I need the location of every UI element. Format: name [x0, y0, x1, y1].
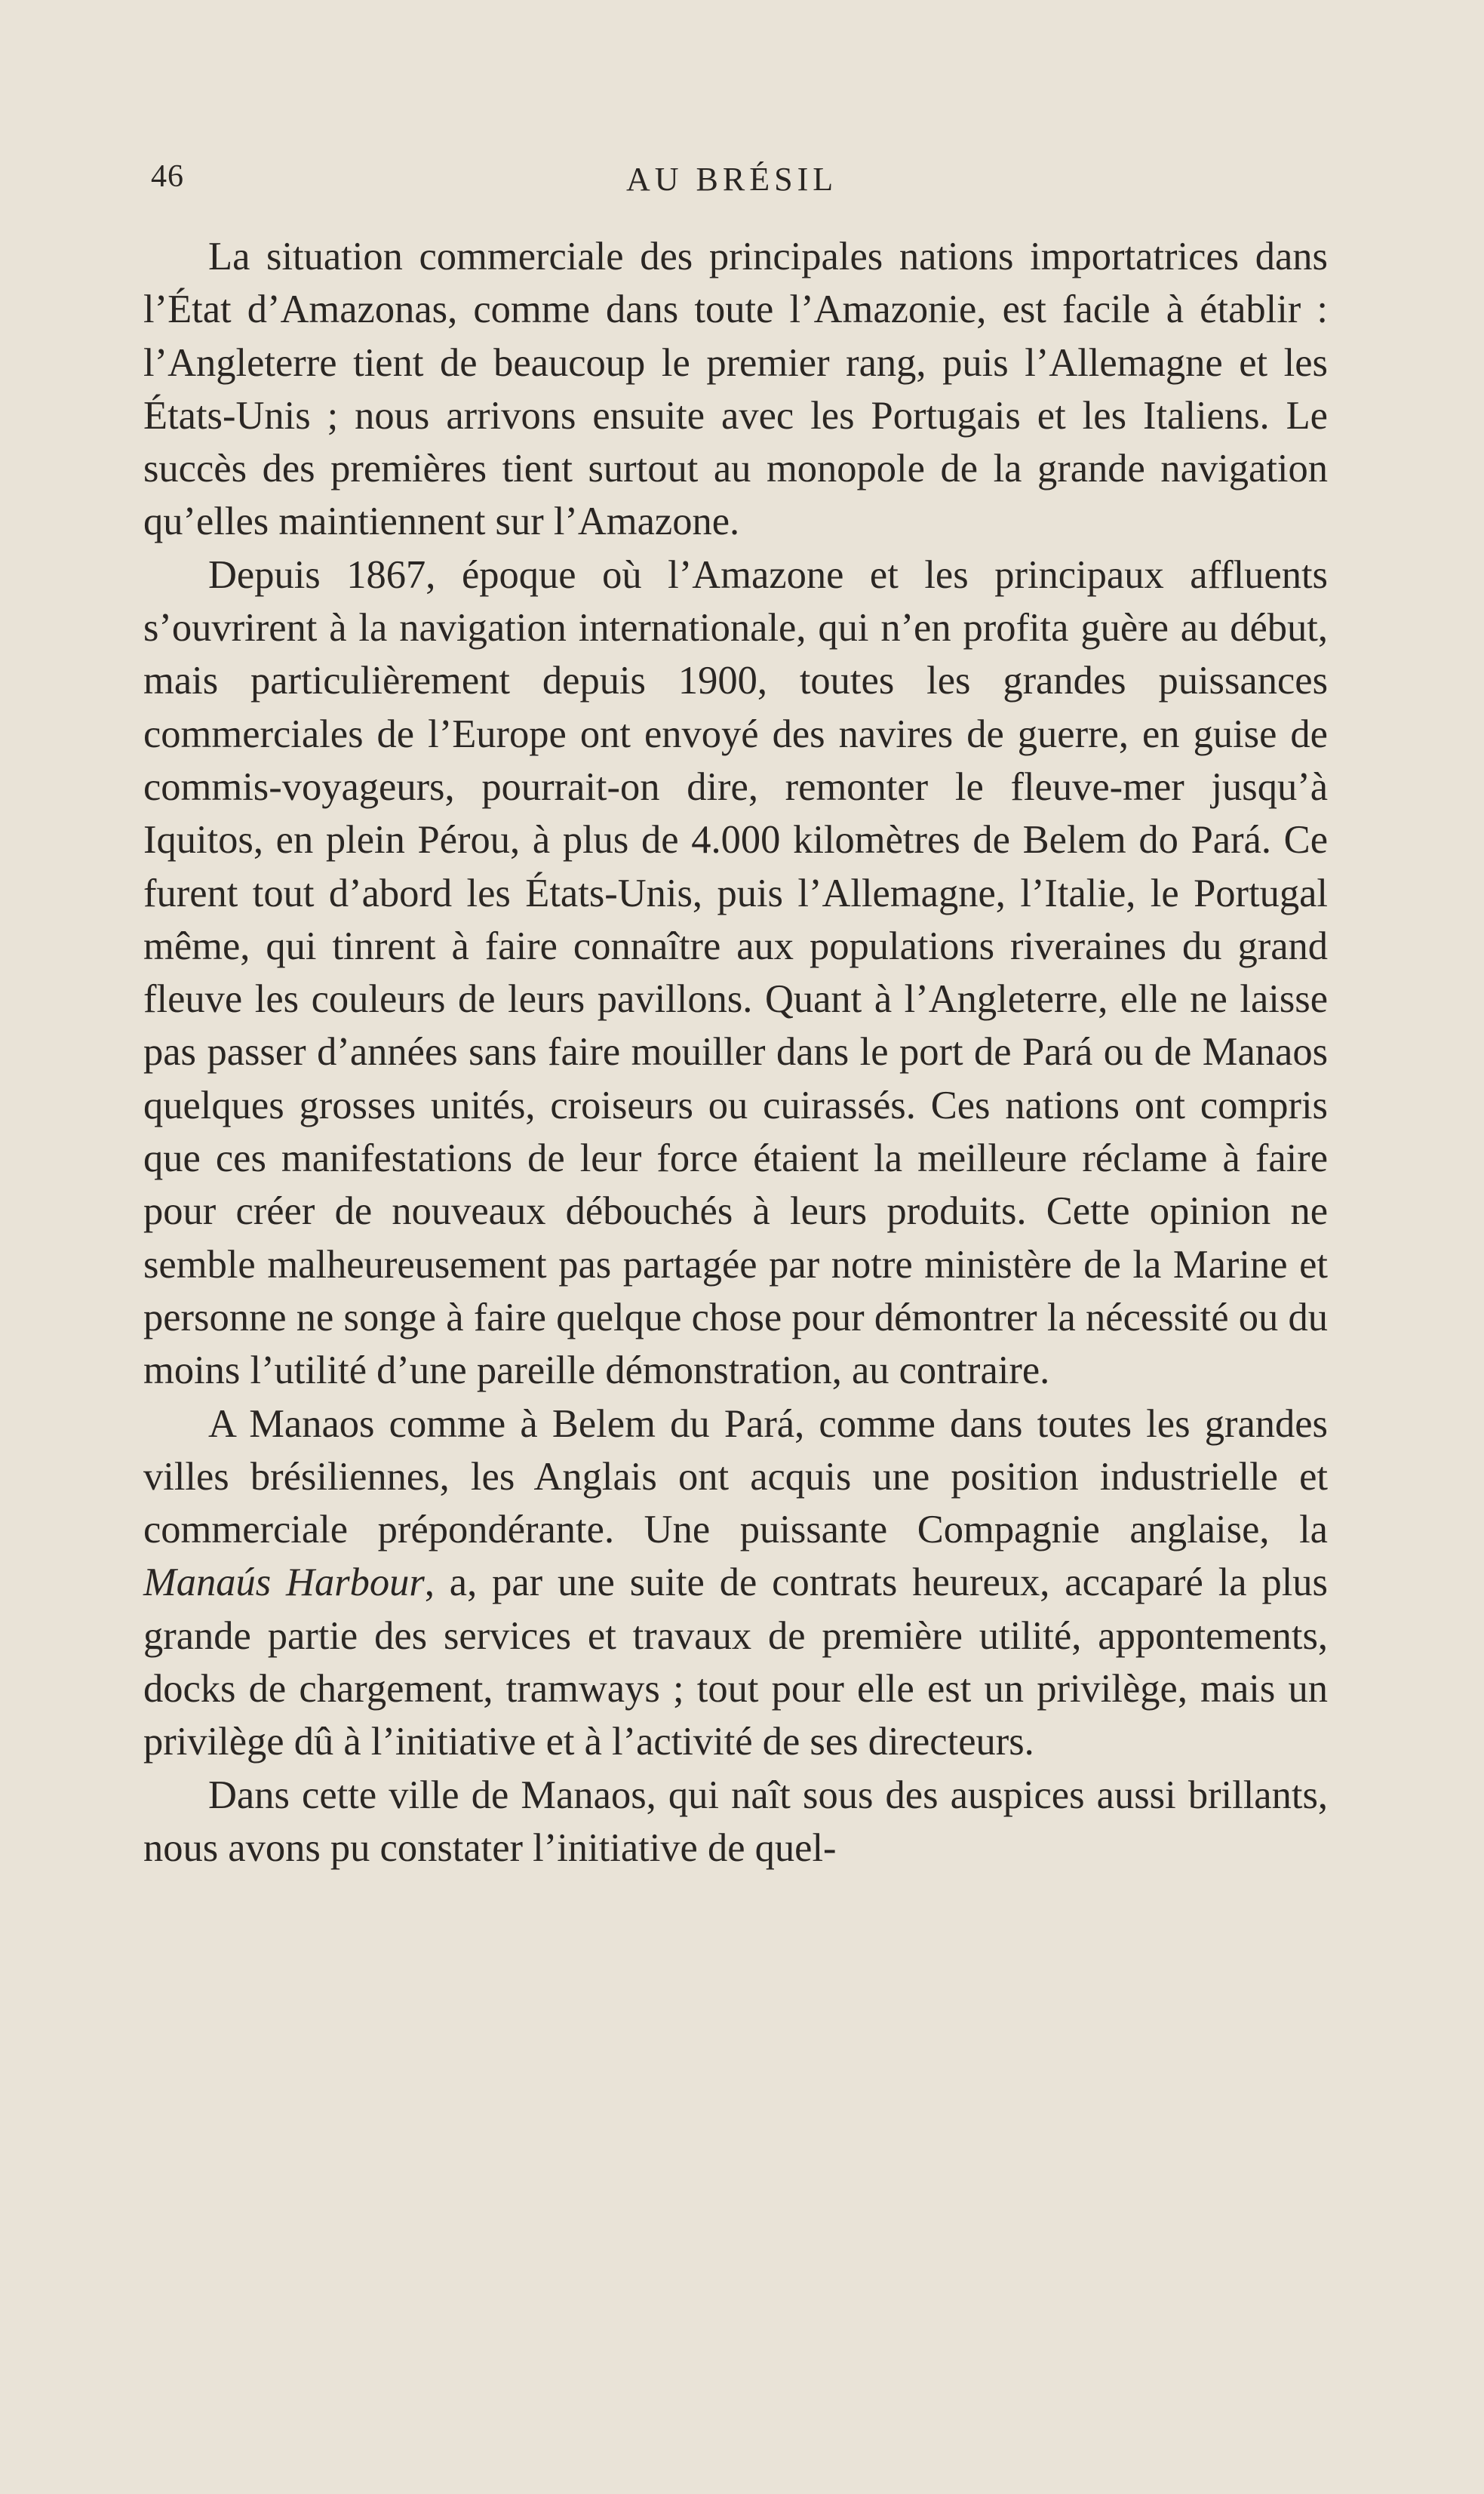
running-title: AU BRÉSIL: [626, 161, 838, 198]
body-text: [143, 230, 1328, 1874]
paragraph-2: Depuis 1867, époque où l’Amazone et les principaux affluents s’ouvrirent à la navigation internationale, qui n’en profita guère au début, mais particulièrement depuis 1900, toutes les grandes puissances commerciales de l’Europe ont envoyé des navires de guerre, en guise de commis-voyageurs, pourrait-on dire, remonter le fleuve-mer jusqu’à Iquitos, en plein Pérou, à plus de 4.000 kilomètres de Belem do Pará. Ce furent tout d’abord les États-Unis, puis l’Allemagne, l’Italie, le Portugal même, qui tinrent à faire connaître aux populations riveraines du grand fleuve les couleurs de leurs pavillons. Quant à l’Angleterre, elle ne laisse pas passer d’années sans faire mouiller dans le port de Pará ou de Manaos quelques grosses unités, croiseurs ou cuirassés. Ces nations ont compris que ces manifestations de leur force étaient la meilleure réclame à faire pour créer de nouveaux débouchés à leurs produits. Cette opinion ne semble malheureusement pas partagée par notre ministère de la Marine et personne ne songe à faire quelque chose pour démontrer la nécessité ou du moins l’utilité d’une pareille démonstration, au contraire.: [143, 552, 1328, 1393]
paragraph-1: La situation commerciale des principales nations importatrices dans l’État d’Amazonas, comme dans toute l’Amazonie, est facile à établir : l’Angleterre tient de beaucoup le premier rang, puis l’Allemagne et les États-Unis ; nous arrivons ensuite avec les Portugais et les Italiens. Le succès des premières tient surtout au monopole de la grande navigation qu’elles maintiennent sur l’Amazone.: [143, 235, 1328, 544]
page-number: 46: [151, 159, 184, 194]
paragraph-3-text-before: A Manaos comme à Belem du Pará, comme dans toutes les grandes villes brésiliennes, les Anglais ont acquis une position industrielle et commerciale prépondérante. Une puissante Compagnie anglaise, la: [143, 1401, 1328, 1552]
paragraph-4: Dans cette ville de Manaos, qui naît sous des auspices aussi brillants, nous avons pu constater l’initiative de quel-: [143, 1773, 1328, 1870]
page-header: [143, 158, 1328, 204]
paragraph-3: [143, 1398, 1328, 1769]
paragraph-3-text-after: , a, par une suite de contrats heureux, accaparé la plus grande partie des services et travaux de première utilité, appontements, docks de chargement, tramways ; tout pour elle est un privilège, mais un privilège dû à l’initiative et à l’activité de ses directeurs.: [143, 1561, 1328, 1764]
company-name-italic: Manaús Harbour: [143, 1561, 425, 1605]
